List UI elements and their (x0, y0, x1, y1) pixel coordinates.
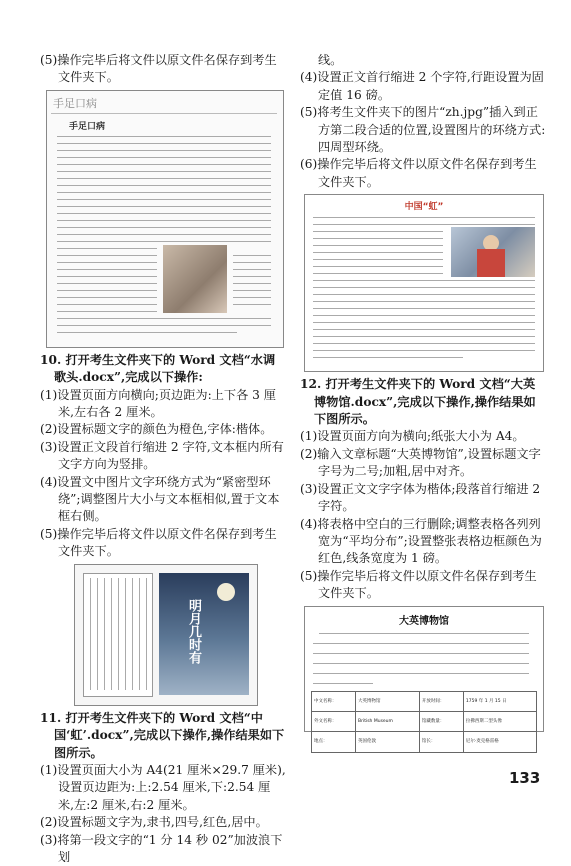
figure-photo (163, 245, 227, 313)
table-cell: 馆长： (419, 732, 463, 752)
table-cell: 大英博物馆 (356, 691, 420, 711)
figure-3-photo (451, 227, 535, 277)
figure-doc-title: 手足口病 (69, 121, 106, 132)
left-column (40, 52, 286, 866)
table-cell: British Museum (356, 711, 420, 731)
page-number: 133 (509, 769, 541, 787)
figure-3-title: 中国“虹” (404, 202, 444, 213)
q11-step-6: (6)操作完毕后将文件以原文件名保存到考生文件夹下。 (300, 157, 537, 189)
q12-step-3: (3)设置正文文字字体为楷体;段落首行缩进 2 字符。 (300, 481, 541, 514)
q9-step-5: (5)操作完毕后将文件以原文件名保存到考生文件夹下。 (40, 53, 277, 85)
table-cell: 外文名称： (312, 711, 356, 731)
figure-moon-picture (159, 573, 249, 695)
figure-picture-text: 明月几时有 (186, 598, 201, 664)
q12-step-1: (1)设置页面方向为横向;纸张大小为 A4。 (300, 429, 525, 444)
table-row (312, 711, 537, 731)
figure-british-museum-doc (304, 606, 544, 745)
q11-step-3: (3)将第一段文字的“1 分 14 秒 02”加波浪下划 (40, 832, 283, 864)
q11-step-2: (2)设置标题文字为,隶书,四号,红色,居中。 (40, 815, 268, 830)
figure-header-title: 手足口病 (53, 96, 97, 110)
figure-4-info-table (311, 691, 537, 753)
figure-vertical-textbox (83, 573, 153, 697)
q12-title: 12. 打开考生文件夹下的 Word 文档“大英博物馆.docx”,完成以下操作,操作结果如下图所示。 (300, 377, 536, 427)
right-column (300, 52, 546, 745)
table-cell: 尼尔·麦克格雷格 (463, 732, 536, 752)
table-cell: 英国伦敦 (356, 732, 420, 752)
q10-step-4: (4)设置文中图片文字环绕方式为“紧密型环绕”;调整图片大小与文本框相似,置于文本框右侧。 (40, 474, 280, 524)
q11-title: 11. 打开考生文件夹下的 Word 文档“中国‘虹’.docx”,完成以下操作,操作结果如下图所示。 (40, 710, 285, 760)
q10-step-3: (3)设置正文段首行缩进 2 字符,文本框内所有文字方向为竖排。 (40, 439, 284, 472)
table-cell: 地点： (312, 732, 356, 752)
q11-step-4: (4)设置正文首行缩进 2 个字符,行距设置为固定值 16 磅。 (300, 70, 544, 102)
q12-step-5: (5)操作完毕后将文件以原文件名保存到考生文件夹下。 (300, 568, 537, 601)
q12-step-2: (2)输入文章标题“大英博物馆”,设置标题文字字号为二号;加粗,居中对齐。 (300, 446, 541, 479)
q11-step-3-cont: 线。 (318, 53, 343, 67)
q12-step-4: (4)将表格中空白的三行删除;调整表格各列列宽为“平均分布”;设置整张表格边框颜色为红色,线条宽度为 1 磅。 (300, 516, 542, 566)
table-cell: 1759 年 1 月 15 日 (463, 691, 536, 711)
q10-title: 10. 打开考生文件夹下的 Word 文档“水调歌头.docx”,完成以下操作: (40, 352, 276, 385)
table-cell: 开放时间： (419, 691, 463, 711)
q11-step-5: (5)将考生文件夹下的图片“zh.jpg”插入到正方第二段合适的位置,设置图片的环绕方式:四周型环绕。 (300, 105, 546, 155)
table-cell: 馆藏数量： (419, 711, 463, 731)
figure-shuidiao-getou-doc (74, 564, 258, 706)
q10-step-1: (1)设置页面方向横向;页边距为:上下各 3 厘米,左右各 2 厘米。 (40, 387, 276, 420)
figure-4-title: 大英博物馆 (399, 615, 449, 627)
figure-hand-foot-mouth-doc (46, 90, 284, 348)
figure-china-hong-doc (304, 194, 544, 372)
table-cell: 中文名称： (312, 691, 356, 711)
q11-step-1: (1)设置页面大小为 A4(21 厘米×29.7 厘米),设置页边距为:上:2.54 厘米,下:2.54 厘米,左:2 厘米,右:2 厘米。 (40, 762, 286, 812)
table-row (312, 732, 537, 752)
q10-step-2: (2)设置标题文字的颜色为橙色,字体:楷体。 (40, 422, 273, 437)
table-cell: 拉佛西斯二型头像 (463, 711, 536, 731)
q10-step-5: (5)操作完毕后将文件以原文件名保存到考生文件夹下。 (40, 526, 277, 559)
table-row (312, 691, 537, 711)
